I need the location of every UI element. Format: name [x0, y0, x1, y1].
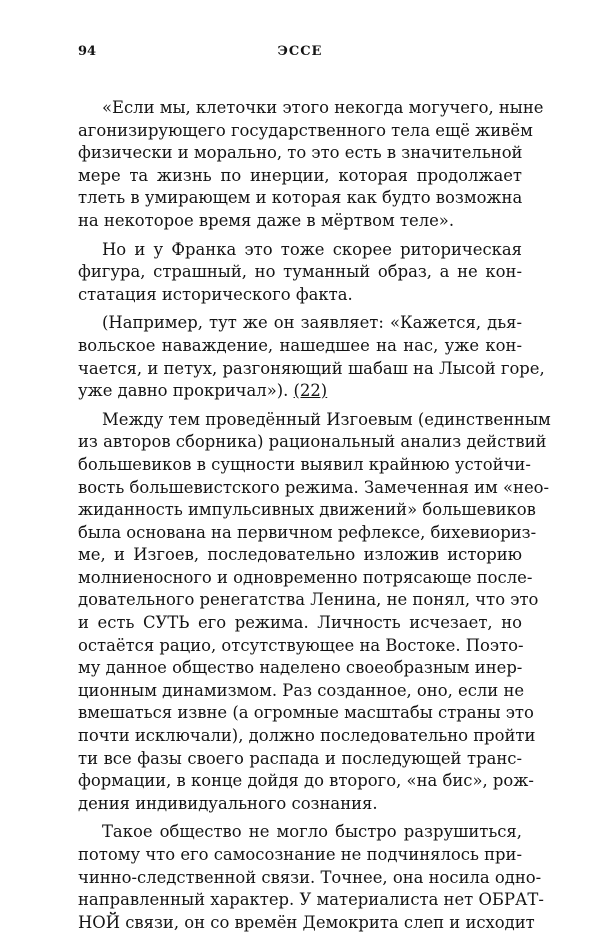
- text-line: [78, 380, 522, 403]
- text-line: формации, в конце дойдя до второго, «на бис», рож-: [78, 771, 534, 791]
- text-line: на некоторое время даже в мёртвом теле».: [78, 210, 455, 230]
- text-line: Такое общество не могло быстро разрушиться,: [102, 822, 522, 842]
- text-line: Между тем проведённый Изгоевым (единственным: [102, 409, 551, 429]
- text-line: почти исключали), должно последовательно пройти: [78, 726, 536, 746]
- text-line: «Если мы, клеточки этого некогда могучего, ныне: [102, 98, 544, 117]
- text-line: агонизирующего государственного тела ещё живём: [78, 120, 533, 140]
- text-line: Но и у Франка это тоже скорее риторическая: [102, 239, 522, 259]
- text-line: му данное общество наделено своеобразным инер-: [78, 658, 523, 678]
- text-line: направленный характер. У материалиста нет ОБРАТ-: [78, 890, 544, 910]
- text-line: была основана на первичном рефлексе, бихевиориз-: [78, 522, 537, 542]
- text-line: вольское наваждение, нашедшее на нас, уже кон-: [78, 335, 522, 355]
- text-line: физически и морально, то это есть в значительной: [78, 143, 523, 163]
- body-text: [78, 97, 551, 934]
- text-line: вмешаться извне (а огромные масштабы страны это: [78, 703, 534, 723]
- text-line: фигура, страшный, но туманный образ, а не кон-: [78, 262, 522, 282]
- text-line: большевиков в сущности выявил крайнюю устойчи-: [78, 454, 531, 474]
- paragraph-quote: [78, 97, 544, 233]
- text-line: тлеть в умирающем и которая как будто возможна: [78, 188, 523, 208]
- text-line: чается, и петух, разгоняющий шабаш на Лысой горе,: [78, 358, 545, 378]
- paragraph-izgoev: [78, 409, 551, 816]
- text-line: вость большевистского режима. Замеченная им «нео-: [78, 477, 550, 497]
- text-line: потому что его самосознание не подчинялось при-: [78, 845, 522, 864]
- text-line: молниеносного и одновременно потрясающе после-: [78, 567, 533, 587]
- text-line: НОЙ связи, он со времён Демокрита слеп и исходит: [78, 912, 535, 932]
- text-line: из авторов сборника) рациональный анализ действий: [78, 432, 547, 452]
- text-line: ти все фазы своего распада и последующей транс-: [78, 748, 522, 768]
- text-line-content: уже давно прокричал»).: [78, 381, 289, 401]
- text-line: (Например, тут же он заявляет: «Кажется, дья-: [102, 313, 522, 333]
- footnote-reference-link[interactable]: (22): [293, 381, 328, 401]
- page-number: 94: [78, 44, 97, 59]
- paragraph-society: [78, 821, 544, 934]
- paragraph-frank: [78, 239, 522, 307]
- text-line: остаётся рацио, отсутствующее на Востоке. Поэто-: [78, 635, 524, 655]
- text-line: мере та жизнь по инерции, которая продолжает: [78, 165, 522, 185]
- text-line: жиданность импульсивных движений» большевиков: [78, 500, 536, 520]
- paragraph-example: [78, 312, 545, 402]
- text-line: дения индивидуального сознания.: [78, 793, 378, 813]
- running-head: ЭССЕ: [277, 44, 323, 59]
- text-line: чинно-следственной связи. Точнее, она носила одно-: [78, 867, 542, 887]
- text-line: ционным динамизмом. Раз созданное, оно, если не: [78, 680, 525, 700]
- text-line: и есть СУТЬ его режима. Личность исчезает, но: [78, 613, 522, 633]
- text-line: довательного ренегатства Ленина, не понял, что это: [78, 590, 539, 610]
- text-line: ме, и Изгоев, последовательно изложив историю: [78, 545, 522, 565]
- text-line: статация исторического факта.: [78, 284, 353, 304]
